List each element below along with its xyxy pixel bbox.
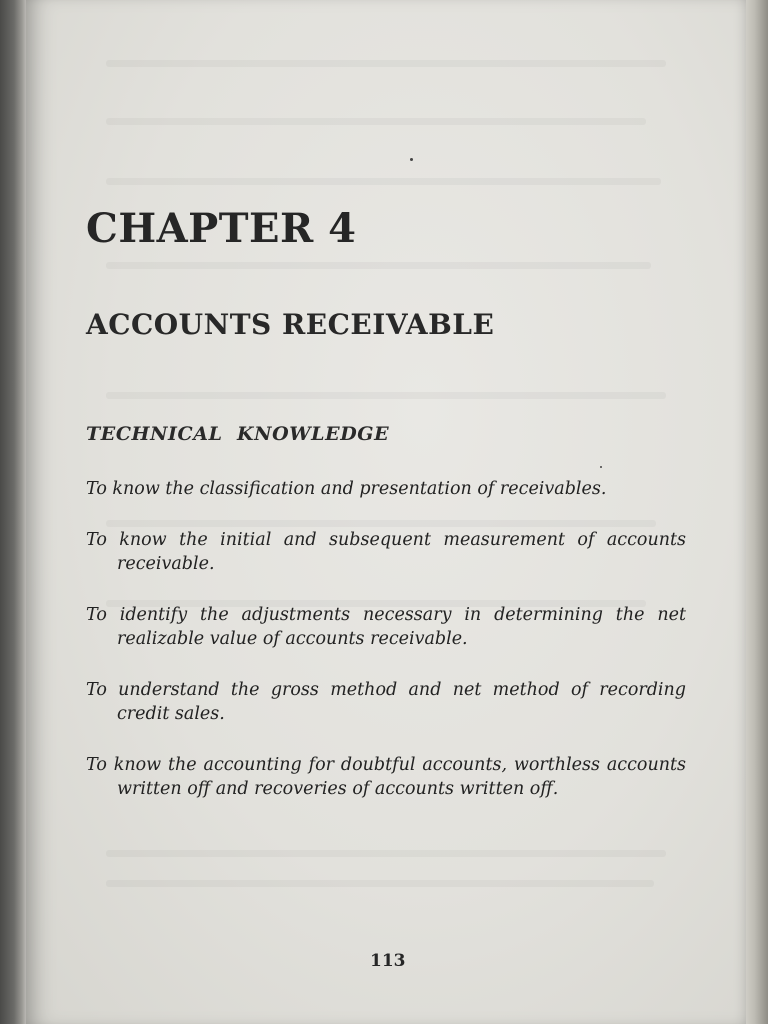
objective-item: To know the accounting for doubtful accounts, worthless accounts written off and recoveries of accounts written off. [86,755,686,799]
objectives-list [86,477,686,828]
section-heading: TECHNICAL KNOWLEDGE [86,423,390,445]
objective-item: To know the initial and subsequent measurement of accounts receivable. [86,530,686,574]
objective-item: To know the classification and presentation of receivables. [86,479,607,499]
book-page [26,0,748,1024]
chapter-title: ACCOUNTS RECEIVABLE [86,308,495,341]
page-edge-shadow [746,0,768,1024]
objective-item: To identify the adjustments necessary in determining the net realizable value of accounts receivable. [86,605,686,649]
page-number: 113 [370,951,406,971]
chapter-number: CHAPTER 4 [86,205,357,252]
objective-item: To understand the gross method and net method of recording credit sales. [86,680,686,724]
page-text [26,0,748,1024]
